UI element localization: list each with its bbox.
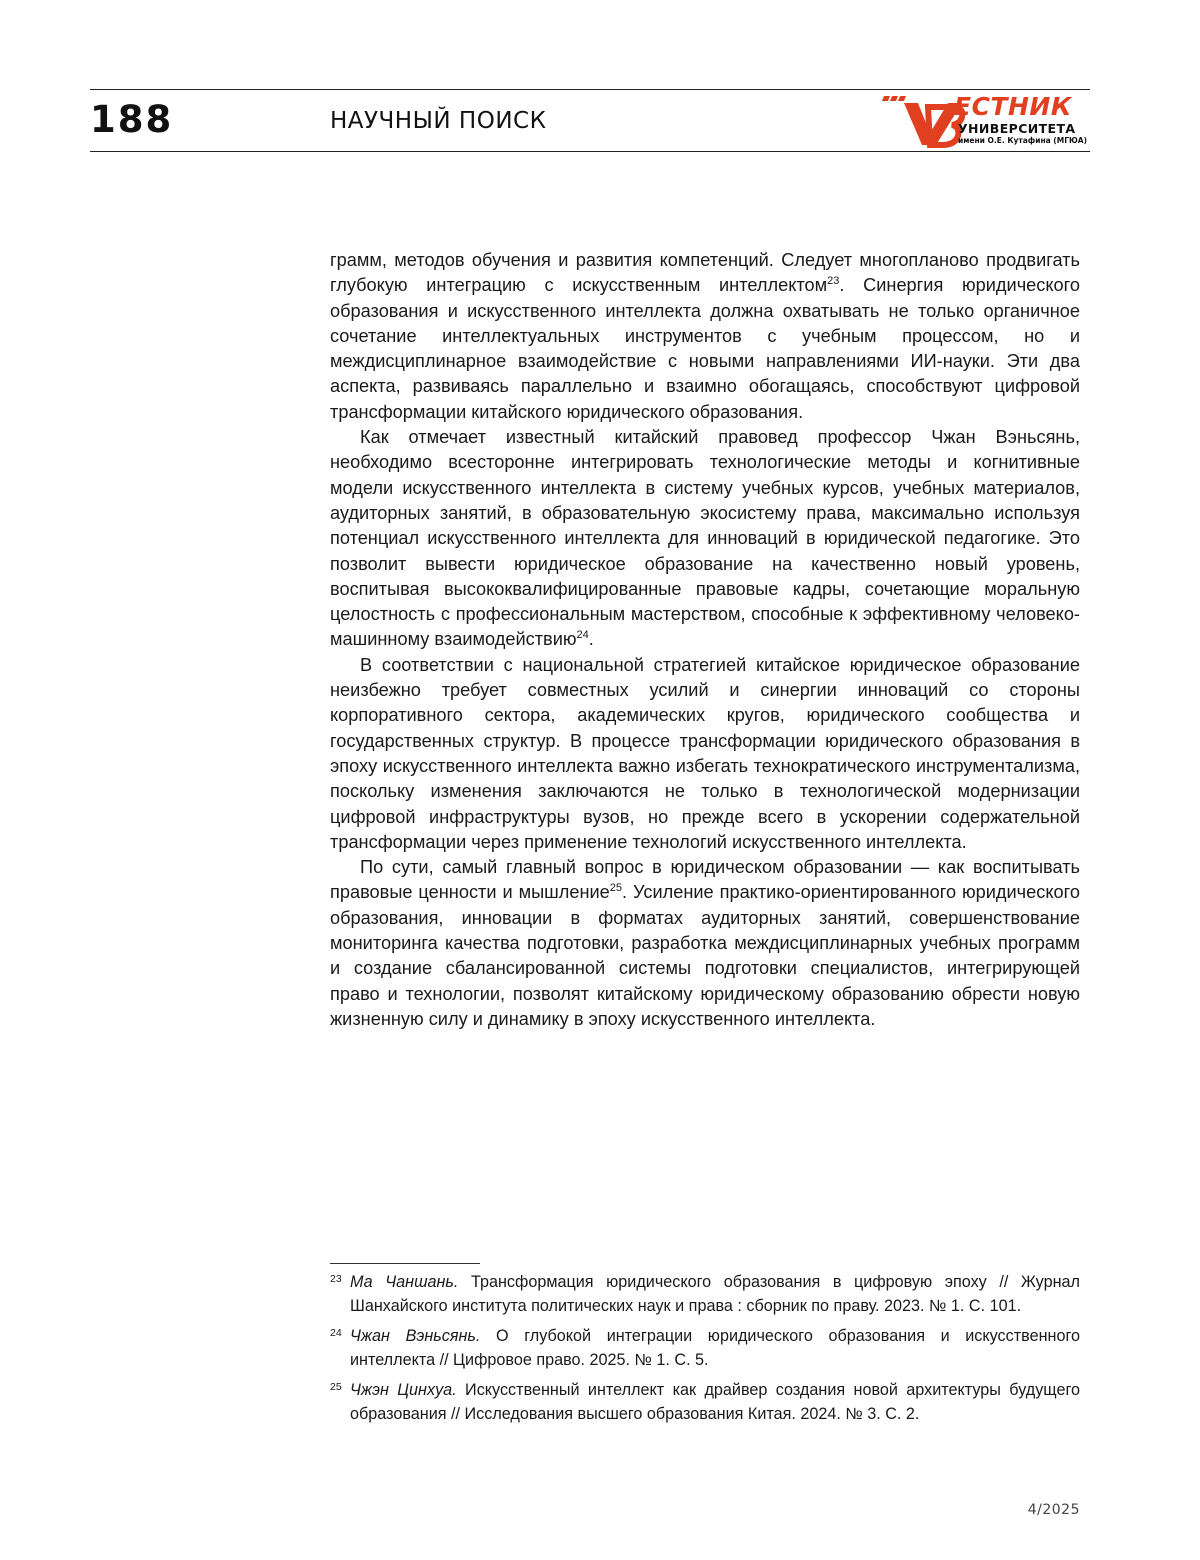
paragraph-text: По сути, самый главный вопрос в юридическом образовании — как воспитывать правовые ценности и мышление xyxy=(330,857,1080,902)
footnote xyxy=(330,1270,1080,1318)
footnote-author: Ма Чаншань. xyxy=(350,1273,458,1291)
paragraph-text: . xyxy=(589,629,594,649)
logo-subtitle: УНИВЕРСИТЕТА xyxy=(958,122,1076,136)
header-top-rule xyxy=(90,89,1090,90)
section-title: НАУЧНЫЙ ПОИСК xyxy=(330,104,546,138)
footnote-number: 23 xyxy=(330,1267,342,1291)
paragraph-text: . Усиление практико-ориентированного юридического образования, инновации в форматах аудиторных занятий, совершенствование мониторинга качества подготовки, разработка междисциплинарных учебных программ и создание сбалансированной системы подготовки специалистов, интегрирующей право и технологии, позволят китайскому юридическому образованию обрести новую жизненную силу и динамику в эпоху искусственного интеллекта. xyxy=(330,882,1080,1028)
paragraph-text: В соответствии с национальной стратегией китайское юридическое образование неизбежно требует совместных усилий и синергии инноваций со стороны корпоративного сектора, академических кругов, юридического сообщества и государственных структур. В процессе трансформации юридического образования в эпоху искусственного интеллекта важно избегать технократического инструментализма, поскольку изменения заключаются не только в технологической модернизации цифровой инфраструктуры вузов, но прежде всего в ускорении содержательной трансформации через применение технологий искусственного интеллекта. xyxy=(330,655,1080,852)
paragraph-text: Как отмечает известный китайский правовед профессор Чжан Вэньсянь, необходимо всесторонне интегрировать технологические методы и когнитивные модели искусственного интеллекта в систему учебных курсов, учебных материалов, аудиторных занятий, в образовательную экосистему права, максимально используя потенциал искусственного интеллекта для инноваций в юридической педагогике. Это позволит вывести юридическое образование на качественно новый уровень, воспитывая высококвалифицированные правовые кадры, сочетающие моральную целостность с профессиональным мастерством, способные к эффективному человеко-машинному взаимодействию xyxy=(330,427,1080,649)
page-number: 188 xyxy=(90,96,173,144)
footnote-text: О глубокой интеграции юридического образования и искусственного интеллекта // Цифровое право. 2025. № 1. С. 5. xyxy=(350,1327,1080,1369)
issue-number: 4/2025 xyxy=(1008,1502,1080,1518)
footnote-reference: 23 xyxy=(827,275,839,287)
body-paragraph xyxy=(330,425,1080,653)
footnote-author: Чжэн Цинхуа. xyxy=(350,1381,457,1399)
body-paragraph xyxy=(330,248,1080,425)
footnote-text: Трансформация юридического образования в цифровую эпоху // Журнал Шанхайского института политических наук и права : сборник по праву. 2023. № 1. С. 101. xyxy=(350,1273,1080,1315)
logo-word: ЕСТНИК xyxy=(954,93,1072,121)
paragraph-text: . Синергия юридического образования и искусственного интеллекта должна охватывать не только органичное сочетание интеллектуальных инструментов с учебным процессом, но и междисциплинарное взаимодействие с новыми направлениями ИИ-науки. Эти два аспекта, развиваясь параллельно и взаимно обогащаясь, способствуют цифровой трансформации китайского юридического образования. xyxy=(330,275,1080,421)
footnote xyxy=(330,1378,1080,1426)
body-paragraph xyxy=(330,653,1080,855)
article-body xyxy=(330,248,1080,1032)
footnote-reference: 25 xyxy=(610,882,622,894)
logo-subtitle-small: имени О.Е. Кутафина (МГЮА) xyxy=(958,136,1087,146)
footnote-author: Чжан Вэньсянь. xyxy=(350,1327,480,1345)
footnotes xyxy=(330,1270,1080,1432)
paragraph-text: грамм, методов обучения и развития компетенций. Следует многопланово продвигать глубокую интеграцию с искусственным интеллектом xyxy=(330,250,1080,295)
header-bottom-rule xyxy=(90,151,1090,152)
journal-logo xyxy=(882,93,1090,149)
footnote-number: 25 xyxy=(330,1375,342,1399)
footnote-text: Искусственный интеллект как драйвер создания новой архитектуры будущего образования // Исследования высшего образования Китая. 2024. № 3. С. 2. xyxy=(350,1381,1080,1423)
footnote-separator xyxy=(330,1263,480,1264)
footnote-number: 24 xyxy=(330,1321,342,1345)
footnote xyxy=(330,1324,1080,1372)
footnote-reference: 24 xyxy=(577,629,589,641)
body-paragraph xyxy=(330,855,1080,1032)
